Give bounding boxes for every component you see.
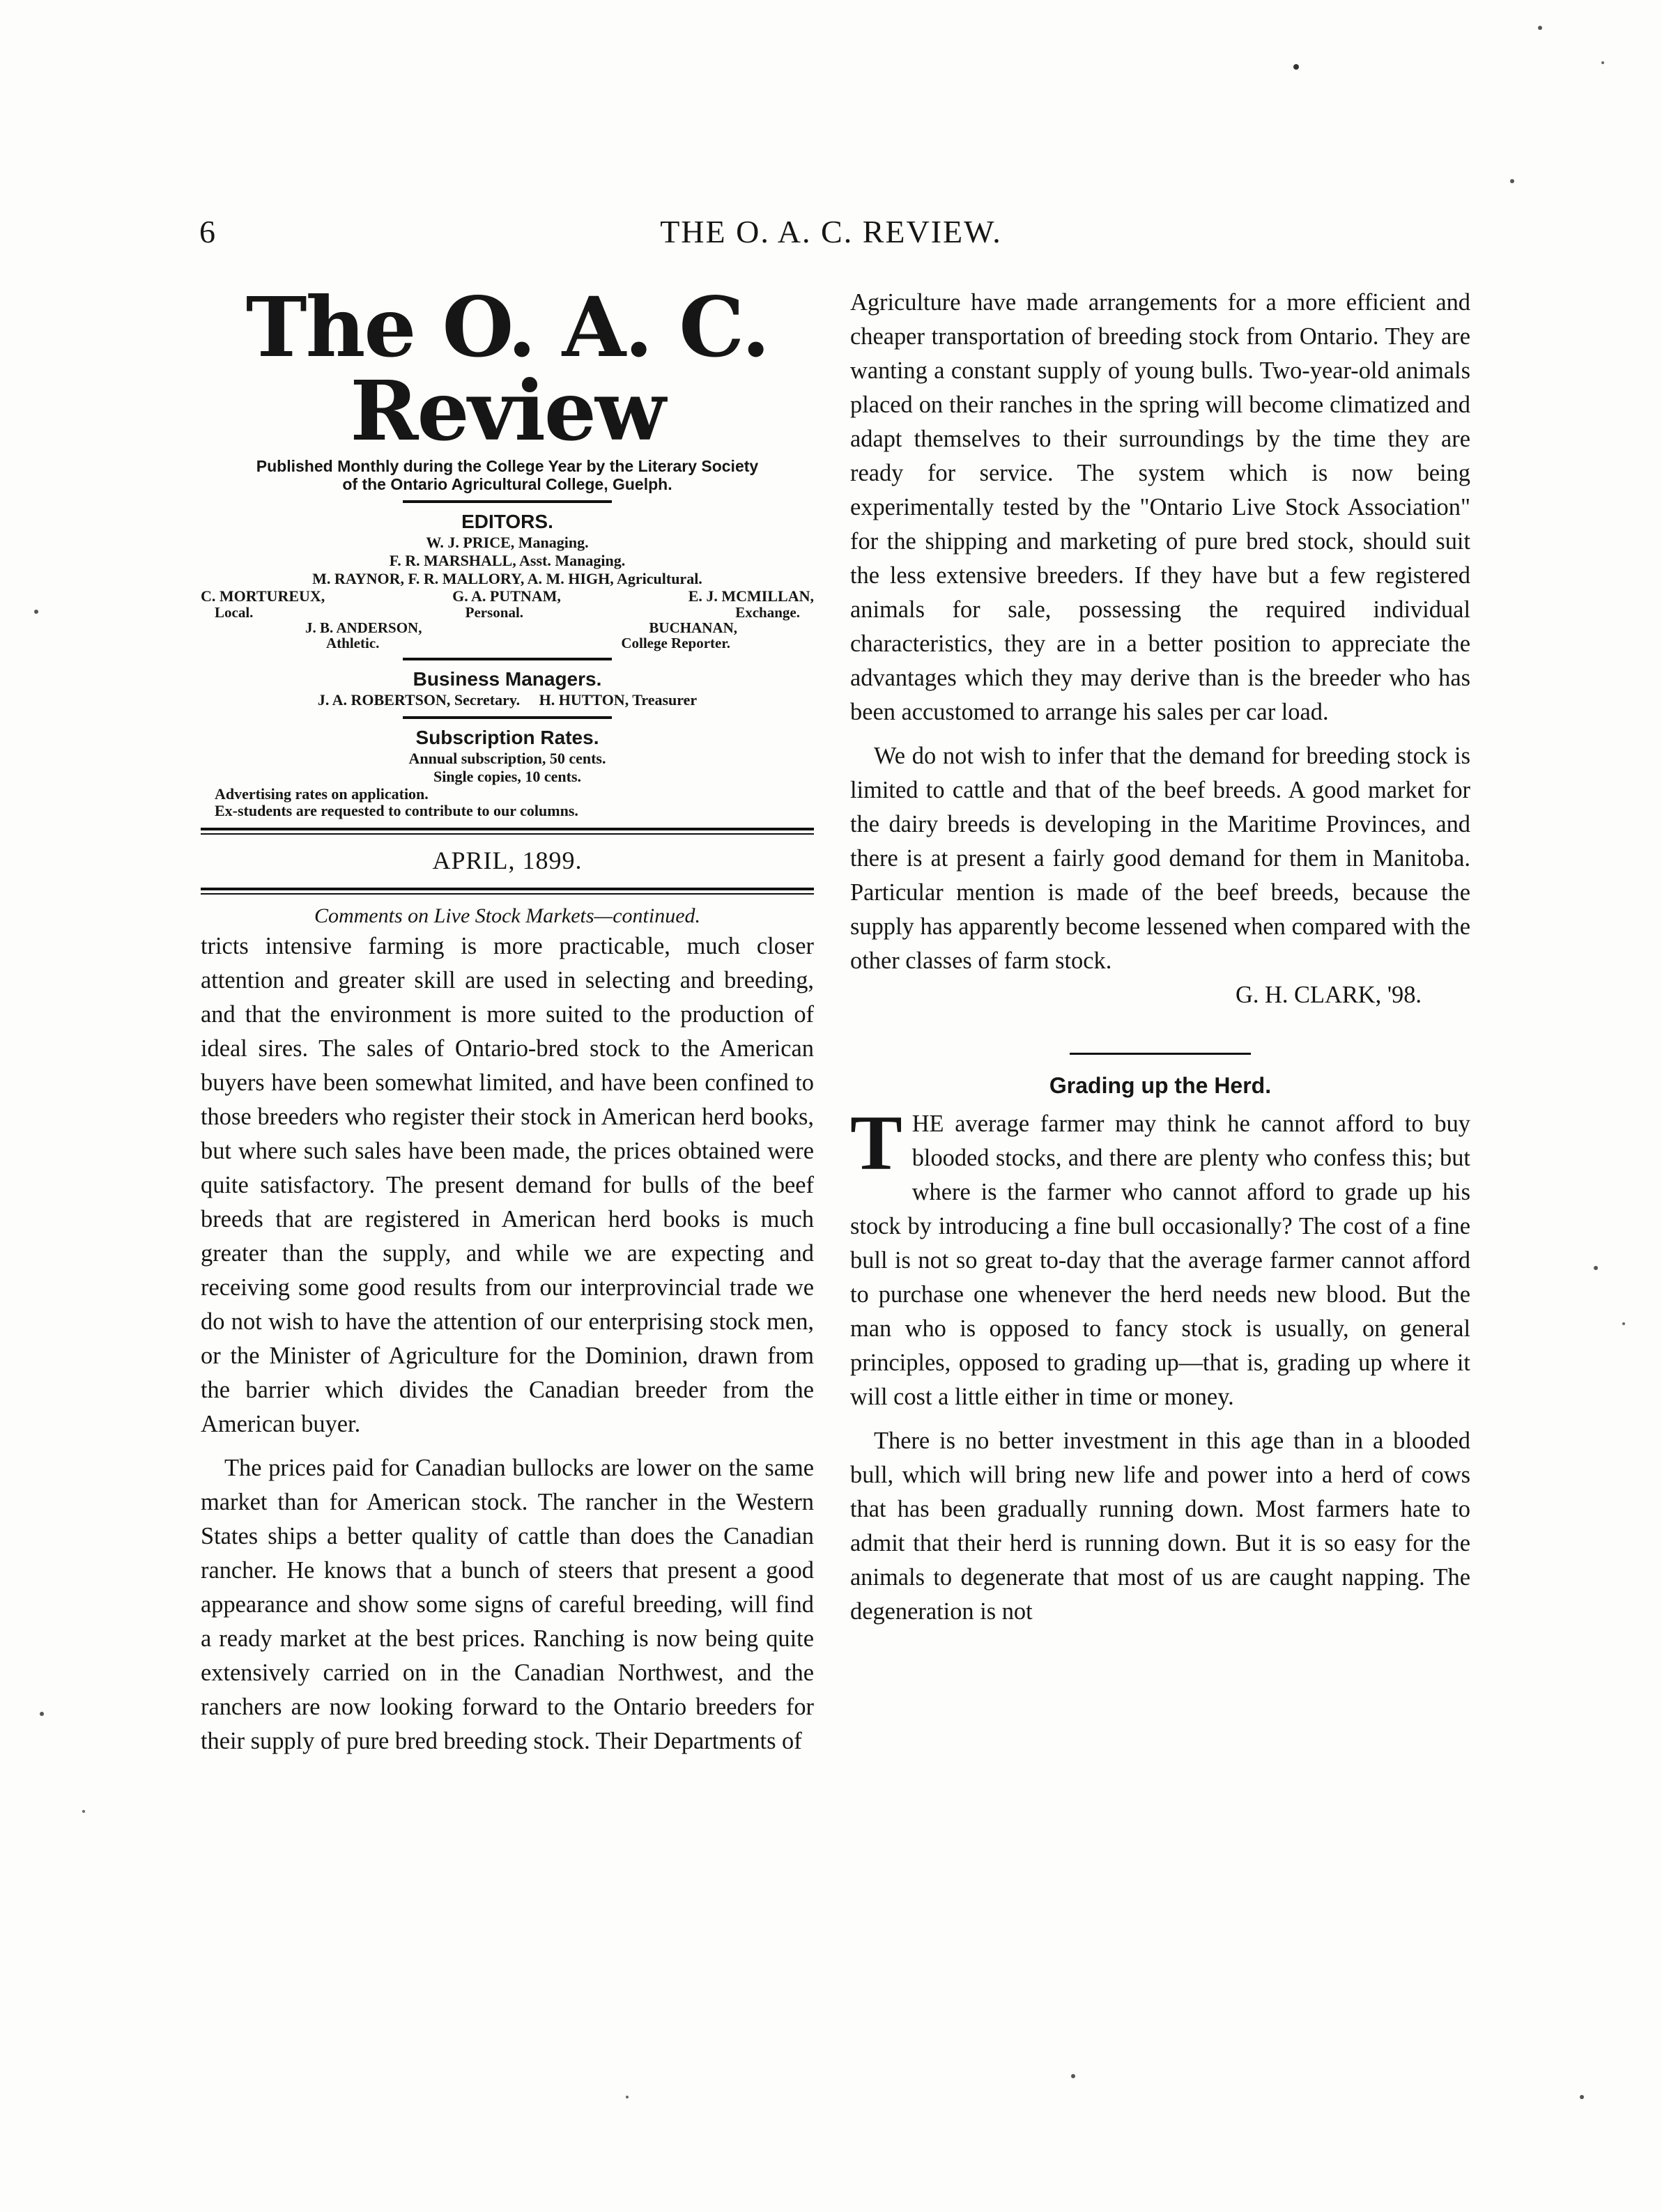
subscription-annual: Annual subscription, 50 cents. xyxy=(408,750,606,767)
editor-athletic: J. B. ANDERSON, xyxy=(305,619,422,636)
issue-date: APRIL, 1899. xyxy=(432,846,583,874)
article-paragraph-2: There is no better investment in this age than in a blooded bull, which will bring new life and power into a herd of cows that has been gradually running down. Most farmers hate to admit that their herd is running down. But it is so easy for the animals to degenerate that most of us are caught napping. The degeneration is not xyxy=(850,1428,1470,1625)
left-column xyxy=(201,279,814,1758)
masthead xyxy=(201,279,814,819)
business-heading: Business Managers. xyxy=(413,668,602,690)
editor-asst: F. R. MARSHALL, Asst. Managing. xyxy=(389,552,626,569)
business-line: J. A. ROBERTSON, Secretary. H. HUTTON, Treasurer xyxy=(317,691,698,709)
masthead-rule-2 xyxy=(403,658,612,660)
role-personal: Personal. xyxy=(465,604,524,621)
role-reporter: College Reporter. xyxy=(621,635,730,651)
masthead-rule-3 xyxy=(403,716,612,719)
editor-personal: G. A. PUTNAM, xyxy=(452,587,561,605)
published-line-1: Published Monthly during the College Year by the Literary Society xyxy=(256,457,759,475)
masthead-title: The O. A. C. Review xyxy=(245,279,769,459)
left-paragraph-2: The prices paid for Canadian bullocks are lower on the same market than for American stock. The rancher in the Western States ships a better quality of cattle than does the Canadian rancher. He knows that a bunch of steers that present a good appearance and show some signs of careful breeding, will find a ready market at the best prices. Ranching is now being quite extensively carried on in the Canadian Northwest, and the ranchers are now looking forward to the Ontario breeders for their supply of pure bred breeding stock. Their Departments of xyxy=(201,1455,814,1754)
editor-reporter: BUCHANAN, xyxy=(649,619,737,636)
right-paragraph-2: We do not wish to infer that the demand for breeding stock is limited to cattle and that of the beef breeds. A good market for the dairy breeds is developing in the Maritime Provinces, and there is at present a fairly good demand for them in Manitoba. Particular mention is made of the beef breeds, because the supply has apparently become lessened when compared with the other classes of farm stock. xyxy=(850,743,1470,974)
masthead-rule xyxy=(403,500,612,503)
signature-line xyxy=(850,978,1470,1012)
date-rule-top xyxy=(201,828,814,835)
article-divider xyxy=(1070,1053,1251,1055)
page-number: 6 xyxy=(199,214,215,249)
editors-row-2 xyxy=(201,620,814,635)
article-paragraph-1: HE average farmer may think he cannot afford to buy blooded stocks, and there are plenty who confess this; but where is the farmer who cannot afford to grade up his stock by introducing a fine bull occasionally? The cost of a fine bull is not so great to-day that the average farmer cannot afford to purchase one whenever the herd needs new blood. But the man who is opposed to fancy stock is usually, on general principles, opposed to grading up—that is, grading up where it will cost a little either in time or money. xyxy=(850,1111,1470,1410)
article-body xyxy=(850,1100,1470,1629)
editor-local: C. MORTUREUX, xyxy=(201,587,325,605)
role-exchange: Exchange. xyxy=(735,604,800,621)
running-head: THE O. A. C. REVIEW. xyxy=(660,214,1002,249)
signature: G. H. CLARK, '98. xyxy=(1236,982,1422,1008)
section-title: Comments on Live Stock Markets—continued. xyxy=(314,904,701,927)
drop-cap: T xyxy=(850,1100,902,1186)
ex-students-note: Ex-students are requested to contribute to our columns. xyxy=(215,802,578,819)
editor-exchange: E. J. MCMILLAN, xyxy=(688,587,814,605)
article-title: Grading up the Herd. xyxy=(1049,1073,1272,1098)
subscription-single: Single copies, 10 cents. xyxy=(433,768,582,785)
right-paragraph-1: Agriculture have made arrangements for a more efficient and cheaper transportation of breeding stock from Ontario. They are wanting a constant supply of young bulls. Two-year-old animals placed on their ranches in the spring will become climatized and adapt themselves to their surroundings by the time they are ready for service. The system which is now being experimentally tested by the "Ontario Live Stock Association" for the shipping and marketing of pure bred stock, should suit the less extensive breeders. If they have but a few registered animals for sale, possessing the required individual characteristics, they are in a better position to appreciate the advantages which they may derive than is the breeder who has been accustomed to arrange his sales per car load. xyxy=(850,289,1470,725)
date-rule-bottom xyxy=(201,888,814,895)
role-athletic: Athletic. xyxy=(326,635,380,651)
published-line-2: of the Ontario Agricultural College, Guelph. xyxy=(342,475,672,493)
subscription-heading: Subscription Rates. xyxy=(415,727,599,748)
editors-row xyxy=(201,588,814,605)
editors-roles-row-2 xyxy=(201,635,814,651)
left-paragraph-1: tricts intensive farming is more practicable, much closer attention and greater skill are used in selecting and breeding, and that the environment is more suited to the production of ideal sires. The sales of Ontario-bred stock to the American buyers have been somewhat limited, and have been confined to those breeders who register their stock in American herd books, but where such sales have been made, the prices obtained were quite satisfactory. The present demand for bulls of the beef breeds that are registered in American herd books is much greater than the supply, and while we are expecting and receiving some good results from our interprovincial trade we do not wish to have the attention of our enterprising stock men, or the Minister of Agriculture for the Dominion, drawn from the barrier which divides the Canadian breeder from the American buyer. xyxy=(201,933,814,1437)
editors-agricultural: M. RAYNOR, F. R. MALLORY, A. M. HIGH, Agricultural. xyxy=(312,570,702,587)
right-column xyxy=(850,286,1470,1629)
role-local: Local. xyxy=(215,604,254,621)
advertising-rates: Advertising rates on application. xyxy=(215,785,429,803)
editor-managing: W. J. PRICE, Managing. xyxy=(426,534,589,551)
editors-heading: EDITORS. xyxy=(461,511,553,532)
editors-roles-row xyxy=(201,605,814,620)
